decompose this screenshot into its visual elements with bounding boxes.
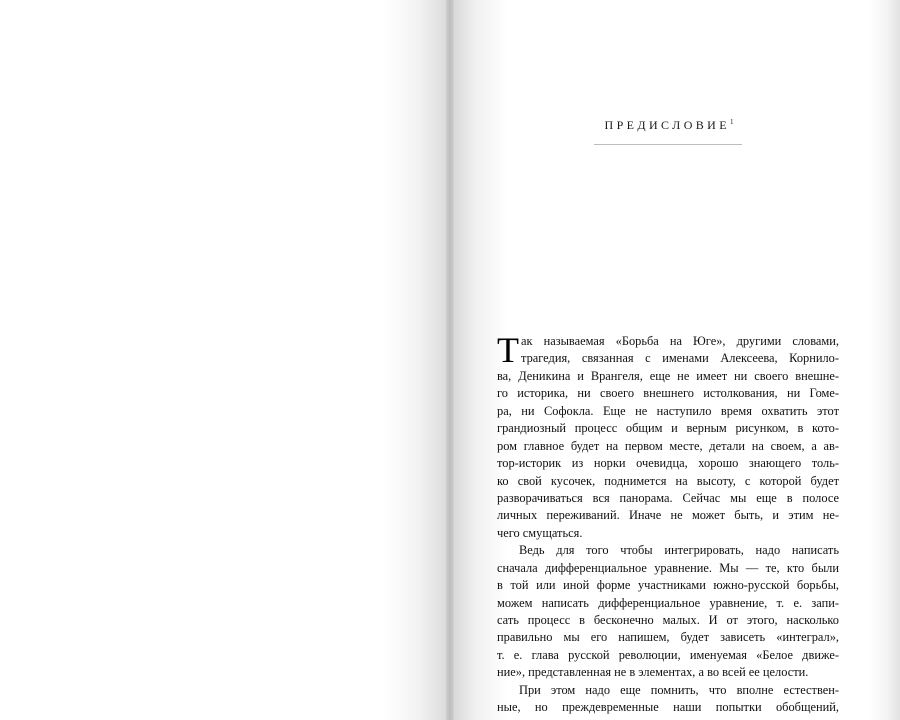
left-page [0,0,446,720]
text-line: ко свой кусочек, поднимется на высоту, с которой будет [497,473,839,488]
paragraph-3 [497,682,839,717]
text-line: При этом надо еще помнить, что вполне естествен- [519,682,839,697]
text-line: го историка, ни своего внешнего истолкования, ни Гоме- [497,386,839,401]
text-line: можем написать дифференциальное уравнение, т. е. запи- [497,595,839,610]
text-line: в той или иной форме участниками южно-русской борьбы, [497,578,839,593]
paragraph-1 [497,330,839,542]
text-line: тор-историк из норки очевидца, хорошо знающего толь- [497,456,839,471]
text-line: т. е. глава русской революции, именуемая «Белое движе- [497,647,839,662]
paragraph-2 [497,542,839,682]
book-gutter [446,0,454,720]
heading-underline [594,144,742,145]
text-line: ра, ни Софокла. Еще не наступило время охватить этот [497,403,839,418]
text-line: ные, но преждевременные наши попытки обобщений, [497,700,839,715]
text-line: разворачиваться вся панорама. Сейчас мы еще в полосе [497,490,839,505]
text-line: ак называемая «Борьба на Юге», другими словами, [521,334,839,348]
text-line: трагедия, связанная с именами Алексеева, Корнило- [521,351,839,366]
text-line: чего смущаться. [497,525,583,540]
text-line: сать процесс в бесконечно малых. И от этого, насколько [497,613,839,627]
text-line: сначала дифференциальное уравнение. Мы — те, кто были [497,560,839,575]
text-line: Ведь для того чтобы интегрировать, надо написать [519,543,839,558]
text-line: личных переживаний. Иначе не может быть, и этим не- [497,508,839,523]
text-line: ва, Деникина и Врангеля, еще не имеет ни своего внешне- [497,368,839,383]
text-line: грандиозный процесс общим и верным рисунком, в кото- [497,421,839,436]
body-text [497,330,839,717]
footnote-mark: 1 [729,118,734,126]
text-line: ром главное будет на первом месте, детали на своем, а ав- [497,438,839,453]
text-line: правильно мы его напишем, будет зависеть «интеграл», [497,630,839,645]
text-line: ние», представленная не в элементах, а во всей ее целости. [497,665,809,680]
chapter-heading [594,118,744,133]
chapter-title: ПРЕДИСЛОВИЕ [604,118,730,132]
drop-cap: Т [497,330,519,370]
